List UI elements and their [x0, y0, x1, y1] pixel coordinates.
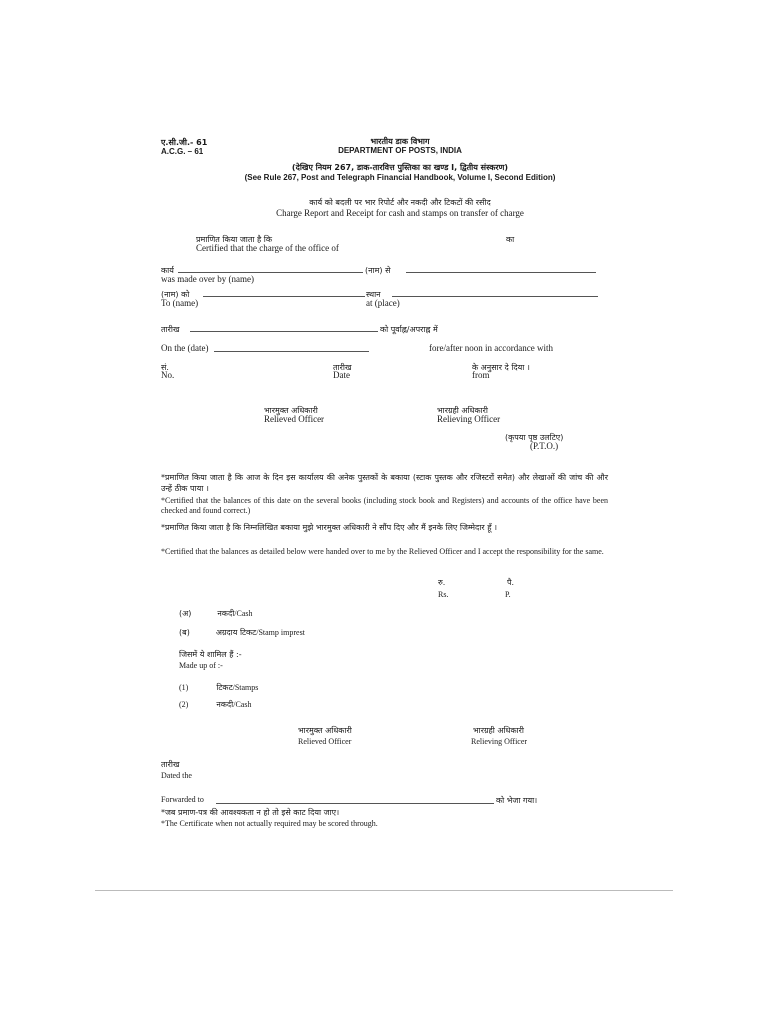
- dated-text: Dated the: [161, 771, 192, 780]
- certificate-1: *Certified that the balances of this date on the several books (including stock book and Registers) and accounts of the office have been checked and found correct.): [161, 496, 608, 515]
- paise-header: P.: [505, 590, 511, 599]
- name-from-line[interactable]: [178, 272, 363, 273]
- cash-sub-text: /Cash: [233, 700, 252, 709]
- form-code: A.C.G. – 61: [161, 147, 204, 156]
- forwarded-hindi: को भेजा गया।: [496, 796, 538, 805]
- forenoon-hindi: को पूर्वाह्न/अपराह्न में: [380, 325, 438, 334]
- place-hindi: स्थान: [366, 290, 381, 299]
- dept-title: DEPARTMENT OF POSTS, INDIA: [338, 146, 462, 155]
- footnote: *The Certificate when not actually required may be scored through.: [161, 819, 378, 828]
- relieving-officer-hindi: भारग्रही अधिकारी: [437, 406, 489, 415]
- date-hindi: तारीख: [161, 325, 180, 334]
- relieved-officer-2: Relieved Officer: [298, 737, 352, 746]
- form-title-hindi: कार्य को बदली पर भार रिपोर्ट और नकदी और टिकटों की रसीद: [309, 198, 491, 207]
- rule-reference: (See Rule 267, Post and Telegraph Financial Handbook, Volume I, Second Edition): [244, 173, 556, 182]
- rule-reference-hindi: (देखिए नियम 267, डाक-तारवित्त पुस्तिका का खण्ड I, द्वितीय संस्करण): [291, 163, 509, 172]
- form-title: Charge Report and Receipt for cash and stamps on transfer of charge: [276, 208, 524, 218]
- certificate-2: *Certified that the balances as detailed below were handed over to me by the Relieved Officer and I accept the responsibility for the same.: [161, 547, 604, 556]
- pto-hindi: (कृपया पृष्ठ उलटिए): [505, 433, 564, 442]
- cash-row: [179, 603, 253, 621]
- relieved-officer-2-hindi: भारमुक्त अधिकारी: [298, 726, 352, 735]
- on-date-text: On the (date): [161, 343, 209, 353]
- on-date-line[interactable]: [214, 351, 369, 352]
- relieved-officer-hindi: भारमुक्त अधिकारी: [264, 406, 318, 415]
- to-name-text: To (name): [161, 298, 199, 308]
- office-line[interactable]: [406, 272, 596, 273]
- by-hindi: कार्य: [161, 266, 174, 275]
- paise-hindi: पै.: [507, 578, 515, 587]
- from-hindi: के अनुसार दे दिया ।: [472, 363, 530, 372]
- no-text: No.: [161, 370, 175, 380]
- item-label: (1): [179, 683, 189, 692]
- cash-sub-row: [179, 694, 251, 712]
- relieving-officer-2-hindi: भारग्रही अधिकारी: [473, 726, 525, 735]
- at-place-text: at (place): [366, 298, 400, 308]
- dated-hindi: तारीख: [161, 760, 180, 769]
- rupees-hindi: रु.: [438, 578, 446, 587]
- dept-title-hindi: भारतीय डाक विभाग: [370, 137, 430, 146]
- stamp-imprest-row: [179, 622, 305, 640]
- date2-text: Date: [333, 370, 350, 380]
- cash-text: /Cash: [234, 609, 253, 618]
- name-from-hindi: (नाम) से: [365, 266, 391, 275]
- certificate-2-hindi: *प्रमाणित किया जाता है कि निम्नलिखित बकाया मुझे भारमुक्त अधिकारी ने सौंप दिए और मैं इनके लिए जिम्मेदार हूँ ।: [161, 523, 498, 532]
- rupees-header: Rs.: [438, 590, 449, 599]
- name-to-hindi: (नाम) को: [161, 290, 190, 299]
- page-divider: [95, 890, 673, 891]
- certificate-1-hindi: *प्रमाणित किया जाता है कि आज के दिन इस कार्यालय की अनेक पुस्तकों के बकाया (स्टाक पुस्तक और रजिस्टरों समेत) और लेखाओं की जांच की और उन्हें ठीक पाया ।: [161, 473, 608, 493]
- form-code-hindi: ए.सी.जी.- 61: [161, 138, 208, 147]
- certified-text: Certified that the charge of the office of: [196, 243, 339, 253]
- relieving-officer: Relieving Officer: [437, 414, 501, 424]
- stamps-text: /Stamps: [232, 683, 259, 692]
- cash-hindi: नकदी: [217, 609, 235, 618]
- forwarded-line[interactable]: [216, 803, 494, 804]
- cash-sub-hindi: नकदी: [216, 700, 234, 709]
- fore-after-text: fore/after noon in accordance with: [429, 343, 553, 353]
- no-hindi: सं.: [161, 363, 169, 372]
- made-over-text: was made over by (name): [161, 274, 254, 284]
- item-label: (अ): [179, 609, 192, 618]
- footnote-hindi: *जब प्रमाण-पत्र की आवश्यकता न हो तो इसे काट दिया जाए।: [161, 808, 340, 817]
- to-name-line[interactable]: [203, 296, 365, 297]
- stamps-hindi: टिकट: [216, 683, 233, 692]
- stamp-imprest-hindi: अग्रदाय टिकट: [215, 628, 257, 637]
- made-up-text: Made up of :-: [179, 661, 223, 670]
- relieving-officer-2: Relieving Officer: [471, 737, 528, 746]
- date-hindi-line[interactable]: [190, 331, 378, 332]
- from-text: from: [472, 370, 490, 380]
- place-line[interactable]: [392, 296, 598, 297]
- ka-hindi: का: [506, 235, 515, 244]
- item-label: (ब): [179, 628, 190, 637]
- item-label: (2): [179, 700, 189, 709]
- forwarded-text: Forwarded to: [161, 795, 204, 804]
- stamp-imprest-text: /Stamp imprest: [256, 628, 305, 637]
- stamps-row: [179, 677, 258, 695]
- made-up-hindi: जिसमें ये शामिल हैं :-: [179, 650, 242, 659]
- date2-hindi: तारीख: [333, 363, 352, 372]
- certified-hindi: प्रमाणित किया जाता है कि: [196, 235, 273, 244]
- relieved-officer: Relieved Officer: [264, 414, 325, 424]
- pto-text: (P.T.O.): [530, 441, 559, 451]
